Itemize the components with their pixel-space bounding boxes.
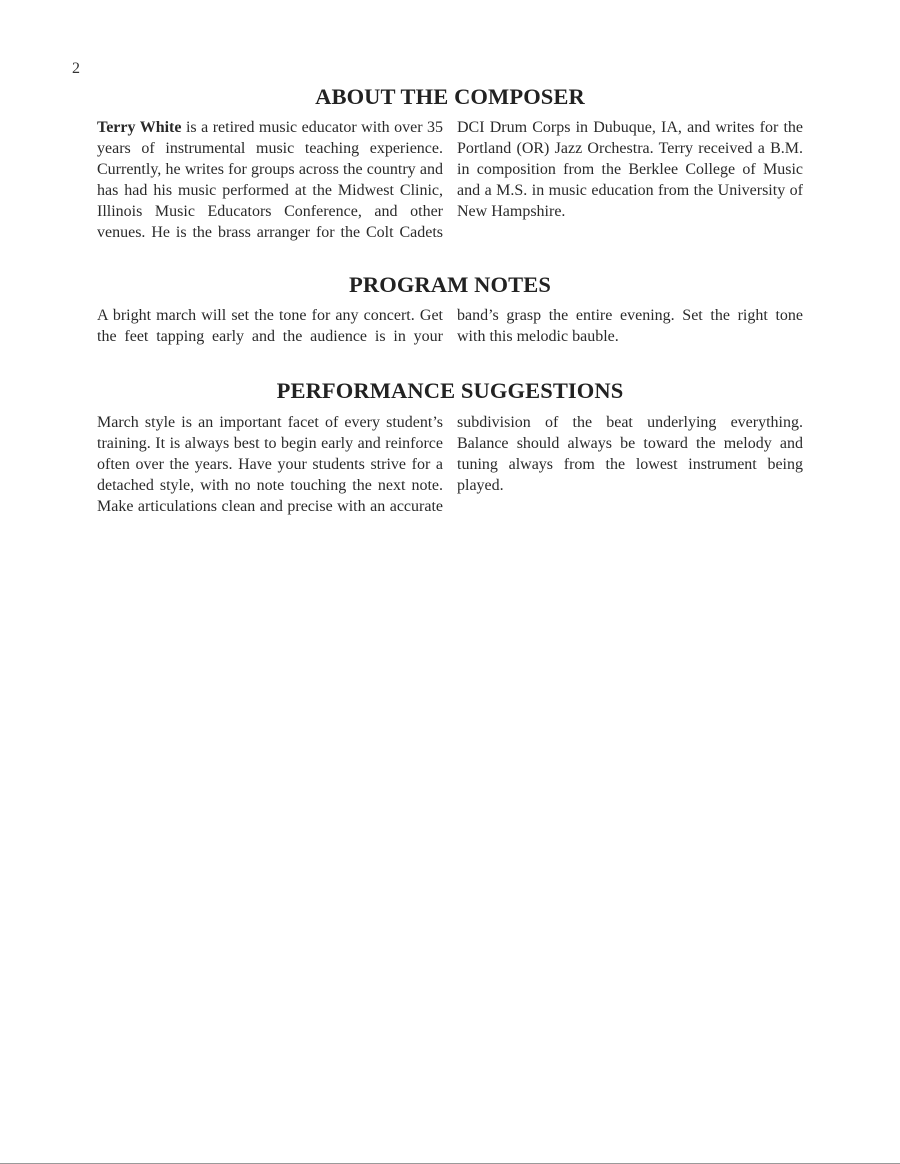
performance-text: March style is an important facet of every student’s training. It is always best to begin early and reinforce often over the years. Have your students strive for a detached style, with no note touching the next note. Make articulations clean and precise with an accurate subdivision of the beat underlying everything. Balance should always be toward the melody and tuning always from the lowest instrument being played. [97, 414, 803, 515]
page-number: 2 [72, 60, 80, 77]
about-the-composer-section [97, 84, 803, 243]
about-body [97, 117, 803, 243]
about-heading: ABOUT THE COMPOSER [315, 84, 585, 109]
about-text: is a retired music educator with over 35 years of instrumental music teaching experience. Currently, he writes for groups across the country and has had his music performed at the Midwest Clinic, Illinois Music Educators Conference, and other venues. He is the brass arranger for the Colt Cadets DCI Drum Corps in Dubuque, IA, and writes for the Portland (OR) Jazz Orchestra. Terry received a B.M. in composition from the Berklee College of Music and a M.S. in music education from the University of New Hampshire. [97, 119, 803, 241]
program-notes-section [97, 272, 803, 347]
program-body [97, 305, 803, 347]
performance-heading: PERFORMANCE SUGGESTIONS [276, 378, 624, 403]
program-heading: PROGRAM NOTES [349, 272, 551, 297]
composer-name: Terry White [97, 119, 182, 136]
performance-suggestions-section [97, 378, 803, 517]
performance-body [97, 412, 803, 517]
program-text: A bright march will set the tone for any concert. Get the feet tapping early and the audience is in your band’s grasp the entire evening. Set the right tone with this melodic bauble. [97, 307, 803, 345]
about-paragraph [97, 117, 803, 243]
